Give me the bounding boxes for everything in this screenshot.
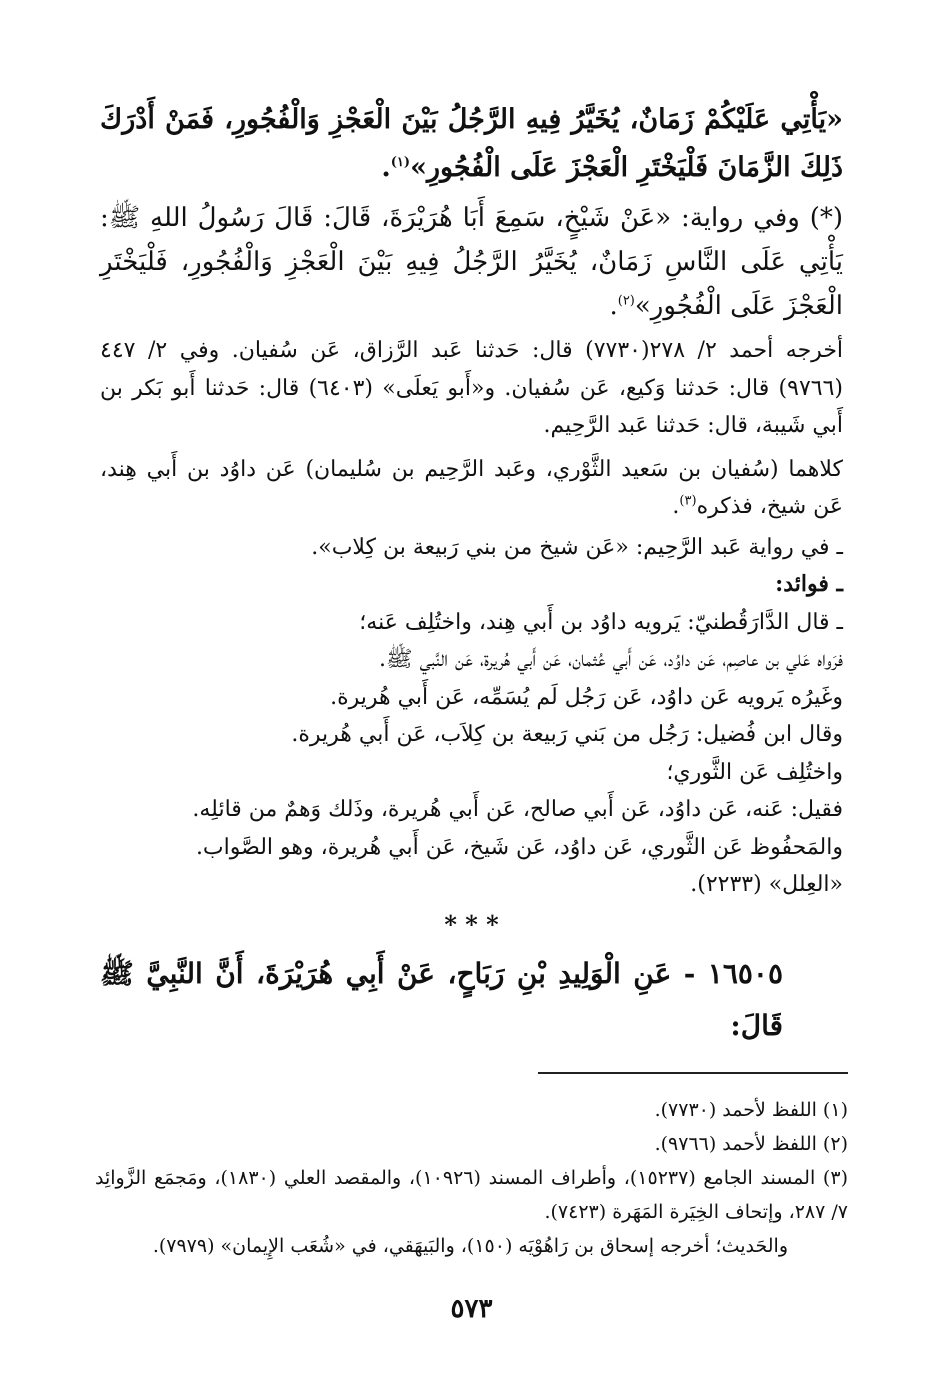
fawaid-line-2: فرَواه عَلي بن عاصِم، عَن داوُد، عَن أَبي عُثمان، عَن أَبي هُريرة، عَن النَّبي ﷺ. (379, 647, 843, 672)
footnote-3-continuation: والحَديث؛ أخرجه إسحاق بن رَاهُوْيَه (١٥٠)، والبَيهَقي، في «شُعَب الإِيمان» (٧٩٧٩). (152, 1235, 788, 1257)
footnote-1: (١) اللفظ لأحمد (٧٧٣٠). (654, 1099, 848, 1121)
fawaid-line-4: وقال ابن فُضيل: رَجُل من بَني رَبيعة بن كِلاَب، عَن أَبي هُريرة. (291, 722, 843, 747)
fawaid-line-1: ـ قال الدَّارَقُطنيّ: يَرويه داوُد بن أَبي هِند، واختُلِف عَنه؛ (359, 609, 843, 635)
fawaid-line-3: وغَيرُه يَرويه عَن داوُد، عَن رَجُل لَم يُسَمِّه، عَن أَبي هُريرة. (330, 684, 843, 710)
fawaid-line-6: فقيل: عَنه، عَن داوُد، عَن أَبي صالح، عَن أَبي هُريرة، وذَلك وَهمٌ من قائلِه. (192, 797, 843, 822)
fawaid-line-7: والمَحفُوظ عَن الثَّوري، عَن داوُد، عَن شَيخ، عَن أَبي هُريرة، وهو الصَّواب. (195, 834, 843, 860)
footnote-ref-2[interactable]: (٢) (617, 293, 635, 309)
fawaid-heading: ـ فوائد: (775, 571, 843, 597)
footnote-ref-1[interactable]: (١) (390, 155, 411, 170)
footnote-2: (٢) اللفظ لأحمد (٩٧٦٦). (654, 1133, 848, 1155)
fawaid-line-5: واختُلِف عَن الثَّوري؛ (666, 759, 843, 785)
takhrij-paragraph-2: كلاهما (سُفيان بن سَعيد الثَّوْري، وعَبد الرَّحِيم بن سُليمان) عَن داوُد بن أَبي هِند، عَن شيخ، فذكره$^{(٣)}$. (100, 456, 843, 519)
footnote-3: (٣) المسند الجامع (١٥٢٣٧)، وأطراف المسند (١٠٩٢٦)، والمقصد العلي (١٨٣٠)، ومَجمَع الزَّوائِد ٧/ ٢٨٧، وإتحاف الخِيَرة المَهَرة (٧٤٢٣). (95, 1167, 848, 1223)
hadith-2-header: ١٦٥٠٥ - عَنِ الْوَلِيدِ بْنِ رَبَاحٍ، عَنْ أَبِي هُرَيْرَةَ، أَنَّ النَّبِيَّ ﷺ قَالَ: (100, 956, 783, 1042)
hadith-text: «يَأْتِي عَلَيْكُمْ زَمَانٌ، يُخَيَّرُ فِيهِ الرَّجُلُ بَيْنَ الْعَجْزِ وَالْفُجُورِ، فَمَنْ أَدْرَكَ ذَلِكَ الزَّمَانَ فَلْيَخْتَرِ الْعَجْزَ عَلَى الْفُجُورِ»$^{(١)}$. (100, 104, 843, 183)
footnotes (95, 1093, 848, 1263)
section-separator: * * * (444, 909, 499, 939)
footnote-divider (538, 1072, 848, 1074)
takhrij-paragraph-1: أخرجه أحمد ٢/ ٢٧٨(٧٧٣٠) قال: حَدثنا عَبد الرَّزاق، عَن سُفيان. وفي ٢/ ٤٤٧ (٩٧٦٦) قال: حَدثنا وَكيع، عَن سُفيان. و«أَبو يَعلَى» (٦٤٠٣) قال: حَدثنا أَبو بَكر بن أَبي شَيبة، قال: حَدثنا عَبد الرَّحِيم. (100, 338, 844, 438)
ilal-reference: «العِلل» (٢٢٣٣). (690, 872, 843, 897)
footnote-ref-3[interactable]: (٣) (679, 493, 697, 509)
variant-note: ـ في رواية عَبد الرَّحِيم: «عَن شيخ من بني رَبيعة بن كِلاب». (311, 534, 843, 560)
variant-narration: (*) وفي رواية: «عَنْ شَيْخٍ، سَمِعَ أَبَا هُرَيْرَةَ، قَالَ: قَالَ رَسُولُ اللهِ ﷺ: يَأْتِي عَلَى النَّاسِ زَمَانٌ، يُخَيَّرُ الرَّجُلُ فِيهِ بَيْنَ الْعَجْزِ وَالْفُجُورِ، فَلْيَخْتَرِ الْعَجْزَ عَلَى الْفُجُورِ»$^{(٢)}$. (100, 203, 843, 321)
page-number: ٥٧٣ (450, 1294, 493, 1324)
